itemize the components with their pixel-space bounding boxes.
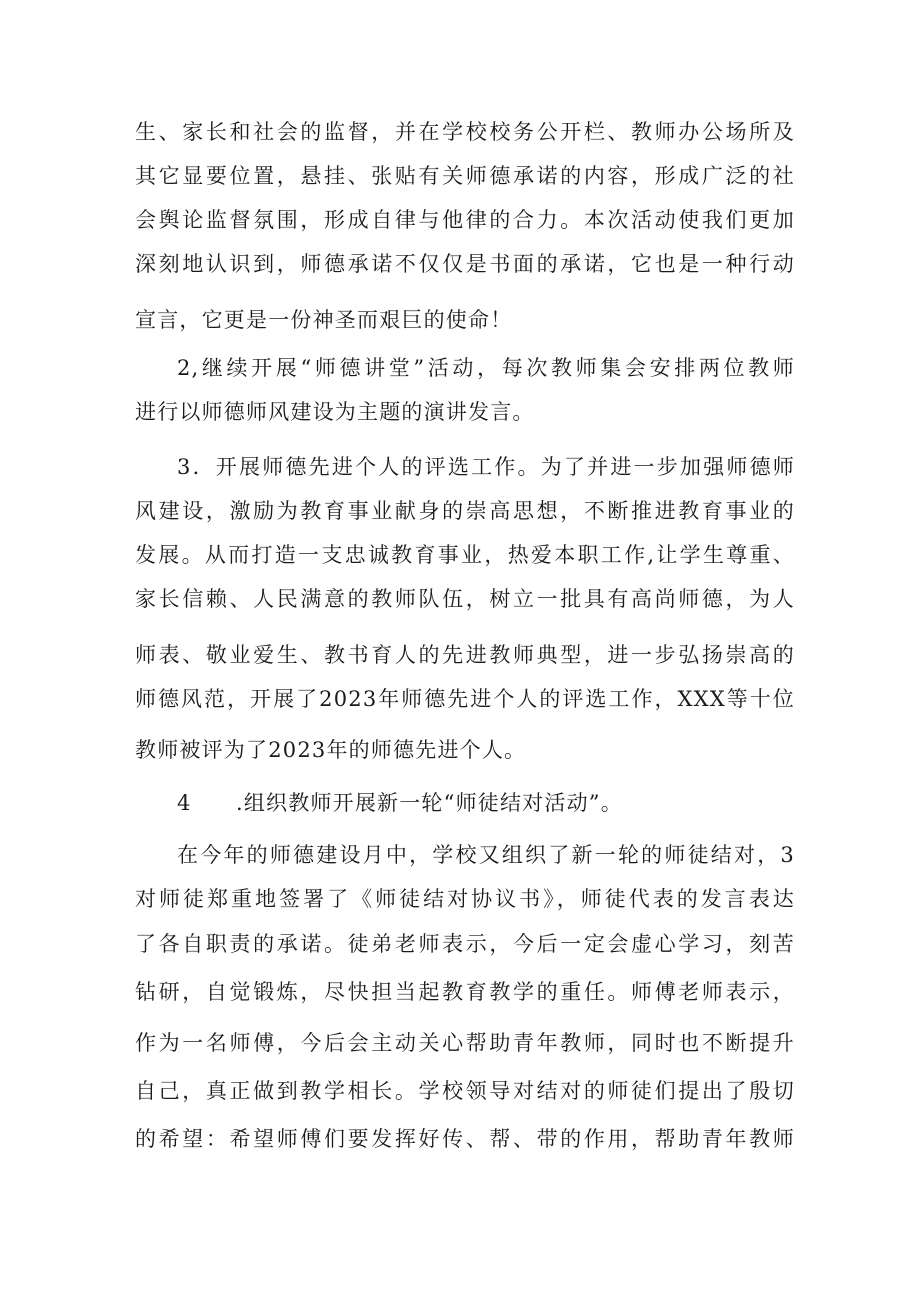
text-line: 钻研，自觉锻炼，尽快担当起教育教学的重任。师傅老师表示， [135, 980, 795, 1004]
text-line: 宣言，它更是一份神圣而艰巨的使命！ [135, 308, 513, 332]
text-line: 深刻地认识到，师德承诺不仅仅是书面的承诺，它也是一种行动 [135, 252, 795, 276]
text-line: 师表、敬业爱生、教书育人的先进教师典型，进一步弘扬崇高的 [135, 643, 795, 667]
text-line: 进行以师德师风建设为主题的演讲发言。 [135, 400, 535, 424]
text-line: 了各自职责的承诺。徒弟老师表示，今后一定会虚心学习，刻苦 [135, 932, 795, 956]
text-line: 生、家长和社会的监督，并在学校校务公开栏、教师办公场所及 [135, 120, 795, 144]
text-line: 3．开展师德先进个人的评选工作。为了并进一步加强师德师 [177, 455, 795, 479]
text-line: 师德风范，开展了2023年师德先进个人的评选工作，XXX等十位 [135, 687, 795, 711]
text-line: 作为一名师傅，今后会主动关心帮助青年教师，同时也不断提升 [135, 1031, 795, 1055]
text-line: 4 .组织教师开展新一轮“师徒结对活动”。 [177, 791, 623, 815]
text-line: 2,继续开展“师德讲堂”活动，每次教师集会安排两位教师 [177, 356, 795, 380]
text-line: 教师被评为了2023年的师德先进个人。 [135, 738, 527, 762]
text-line: 在今年的师德建设月中，学校又组织了新一轮的师徒结对，3 [177, 843, 795, 867]
text-line: 家长信赖、人民满意的教师队伍，树立一批具有高尚师德，为人 [135, 587, 795, 611]
text-line: 风建设，激励为教育事业献身的崇高思想，不断推进教育事业的 [135, 499, 795, 523]
text-line: 自己，真正做到教学相长。学校领导对结对的师徒们提出了殷切 [135, 1079, 795, 1103]
text-line: 会舆论监督氛围，形成自律与他律的合力。本次活动使我们更加 [135, 208, 795, 232]
text-line: 发展。从而打造一支忠诚教育事业，热爱本职工作,让学生尊重、 [135, 543, 795, 567]
text-line: 其它显要位置，悬挂、张贴有关师德承诺的内容，形成广泛的社 [135, 164, 795, 188]
text-line: 的希望：希望师傅们要发挥好传、帮、带的作用，帮助青年教师 [135, 1127, 795, 1151]
text-line: 对师徒郑重地签署了《师徒结对协议书》，师徒代表的发言表达 [135, 887, 795, 911]
